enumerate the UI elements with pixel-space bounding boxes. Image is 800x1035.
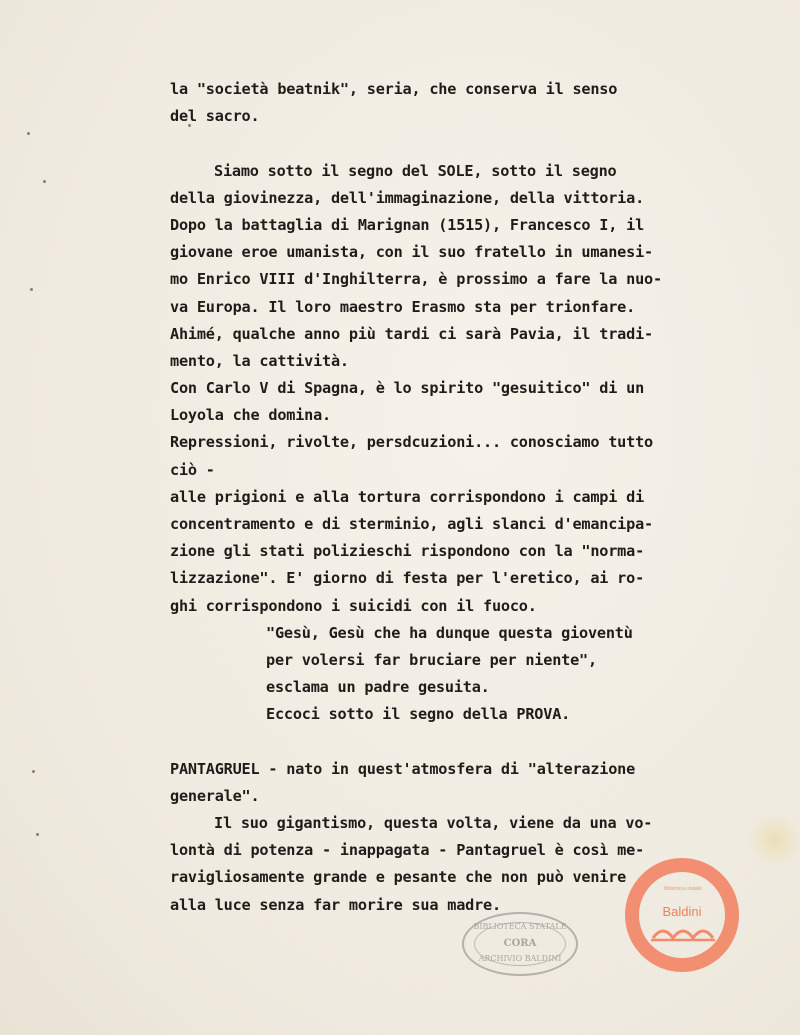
text-line: per volersi far bruciare per niente", bbox=[266, 650, 597, 669]
text-line: giovane eroe umanista, con il suo fratello in umanesi- bbox=[170, 243, 653, 262]
baldini-watermark-logo bbox=[623, 856, 741, 974]
text-line: concentramento e di sterminio, agli slanci d'emancipa- bbox=[170, 515, 653, 533]
text-line: generale". bbox=[170, 786, 260, 805]
blank-line bbox=[170, 729, 730, 756]
watermark-small-text: Biblioteca statale bbox=[664, 886, 702, 892]
text-line: lizzazione". E' giorno di festa per l'eretico, ai ro- bbox=[170, 569, 645, 588]
scan-speck bbox=[43, 180, 46, 183]
scan-speck bbox=[32, 770, 35, 773]
paper-stain bbox=[745, 815, 800, 865]
text-line: Siamo sotto il segno del SOLE, sotto il segno bbox=[214, 161, 617, 180]
library-stamp bbox=[462, 912, 578, 976]
text-line: Repressioni, rivolte, persdcuzioni... conosciamo tutto bbox=[170, 433, 653, 452]
text-line: alla luce senza far morire sua madre. bbox=[170, 895, 501, 914]
text-line: PANTAGRUEL - nato in quest'atmosfera di "alterazione bbox=[170, 759, 636, 778]
scan-speck bbox=[36, 833, 39, 836]
text-line: Con Carlo V di Spagna, è lo spirito "gesuitico" di un bbox=[170, 379, 645, 398]
text-line: della giovinezza, dell'immaginazione, della vittoria. bbox=[170, 188, 645, 207]
text-line: mento, la cattività. bbox=[170, 351, 349, 370]
stamp-line-2: CORA bbox=[503, 938, 537, 949]
text-line: Dopo la battaglia di Marignan (1515), Francesco I, il bbox=[170, 215, 645, 234]
text-line: Loyola che domina. bbox=[170, 406, 331, 425]
text-line: alle prigioni e alla tortura corrispondono i campi di bbox=[170, 487, 645, 506]
text-line: ciò - bbox=[170, 460, 215, 479]
text-line: del sacro. bbox=[170, 107, 260, 126]
text-line: Il suo gigantismo, questa volta, viene da una vo- bbox=[214, 814, 653, 833]
scan-speck bbox=[30, 288, 33, 291]
text-line: Eccoci sotto il segno della PROVA. bbox=[266, 705, 571, 724]
scan-speck bbox=[27, 132, 30, 135]
text-line: mo Enrico VIII d'Inghilterra, è prossimo a fare la nuo- bbox=[170, 270, 662, 289]
text-line: la "società beatnik", seria, che conserva il senso bbox=[170, 80, 618, 98]
text-line: "Gesù, Gesù che ha dunque questa gioventù bbox=[266, 623, 633, 642]
text-line: va Europa. Il loro maestro Erasmo sta per trionfare. bbox=[170, 297, 636, 316]
watermark-name: Baldini bbox=[662, 904, 702, 919]
blank-line bbox=[170, 130, 730, 157]
text-line: ravigliosamente grande e pesante che non può venire bbox=[170, 868, 627, 887]
stamp-line-1: BIBLIOTECA STATALE bbox=[473, 922, 567, 931]
stamp-line-3: ARCHIVIO BALDINI bbox=[478, 954, 562, 963]
text-line: lontà di potenza - inappagata - Pantagruel è così me- bbox=[170, 841, 645, 860]
text-line: zione gli stati polizieschi rispondono con la "norma- bbox=[170, 542, 645, 561]
typed-text-body bbox=[170, 76, 730, 919]
text-line: Ahimé, qualche anno più tardi ci sarà Pavia, il tradi- bbox=[170, 324, 653, 343]
text-line: ghi corrispondono i suicidi con il fuoco. bbox=[170, 596, 537, 615]
text-line: esclama un padre gesuita. bbox=[266, 678, 490, 697]
